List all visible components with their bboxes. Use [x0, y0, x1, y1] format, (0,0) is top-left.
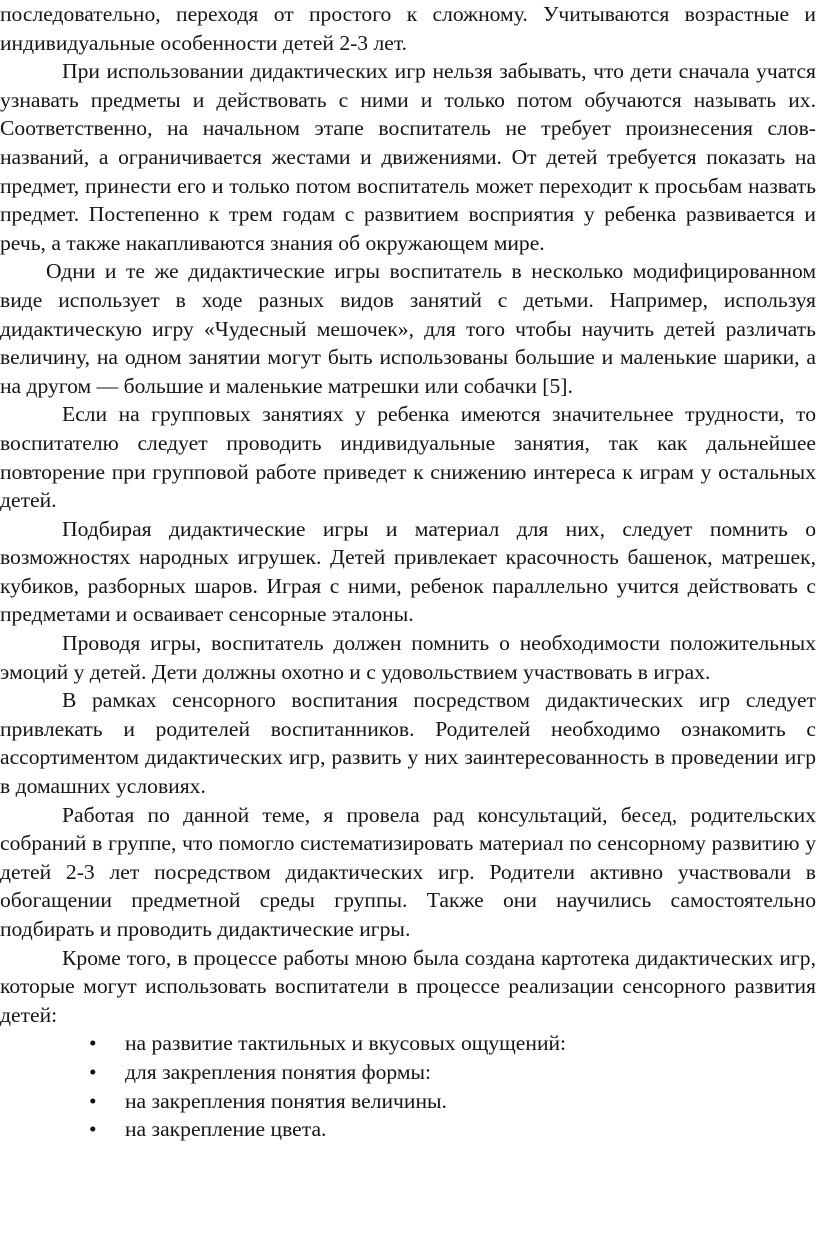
list-item-text: на закрепления понятия величины. [125, 1088, 447, 1113]
paragraph: В рамках сенсорного воспитания посредством дидактических игр следует привлекать и родителей воспитанников. Родителей необходимо ознакомить с ассортиментом дидактических игр, развить у них заинтересованность в проведении игр в домашних условиях. [0, 688, 816, 799]
list-item-text: на развитие тактильных и вкусовых ощущений: [125, 1031, 567, 1056]
bullet-icon: • [89, 1031, 97, 1056]
list-item-text: на закрепление цвета. [125, 1117, 327, 1142]
paragraph-continuation: последовательно, переходя от простого к сложному. Учитываются возрастные и индивидуальные особенности детей 2-3 лет. [0, 2, 816, 55]
paragraph: Если на групповых занятиях у ребенка имеются значительнее трудности, то воспитателю следует проводить индивидуальные занятия, так как дальнейшее повторение при групповой работе приведет к снижению интереса к играм у остальных детей. [0, 402, 816, 513]
bullet-icon: • [89, 1088, 97, 1113]
list-item-text: для закрепления понятия формы: [125, 1059, 432, 1084]
list-item [0, 1058, 816, 1087]
paragraph: Проводя игры, воспитатель должен помнить о необходимости положительных эмоций у детей. Дети должны охотно и с удовольствием участвовать в играх. [0, 631, 816, 684]
paragraph: Работая по данной теме, я провела рад консультаций, бесед, родительских собраний в группе, что помогло систематизировать материал по сенсорному развитию у детей 2-3 лет посредством дидактических игр. Родители активно участвовали в обогащении предметной среды группы. Также они научились самостоятельно подбирать и проводить дидактические игры. [0, 802, 816, 941]
paragraph: При использовании дидактических игр нельзя забывать, что дети сначала учатся узнавать предметы и действовать с ними и только потом обучаются называть их. Соответственно, на начальном этапе воспитатель не требует произнесения слов-названий, а ограничивается жестами и движениями. От детей требуется показать на предмет, принести его и только потом воспитатель может переходит к просьбам назвать предмет. Постепенно к трем годам с развитием восприятия у ребенка развивается и речь, а также накапливаются знания об окружающем мире. [0, 59, 816, 255]
paragraph: Одни и те же дидактические игры воспитатель в несколько модифицированном виде использует в ходе разных видов занятий с детьми. Например, используя дидактическую игру «Чудесный мешочек», для того чтобы научить детей различать величину, на одном занятии могут быть использованы большие и маленькие шарики, а на другом — большие и маленькие матрешки или собачки [5]. [0, 259, 816, 398]
paragraph: Подбирая дидактические игры и материал для них, следует помнить о возможностях народных игрушек. Детей привлекает красочность башенок, матрешек, кубиков, разборных шаров. Играя с ними, ребенок параллельно учится действовать с предметами и осваивает сенсорные эталоны. [0, 516, 816, 627]
list-item [0, 1115, 816, 1144]
bullet-list [0, 1029, 816, 1143]
paragraph: Кроме того, в процессе работы мною была создана картотека дидактических игр, которые могут использовать воспитатели в процессе реализации сенсорного развития детей: [0, 945, 816, 1027]
bullet-icon: • [89, 1117, 97, 1142]
bullet-icon: • [89, 1059, 97, 1084]
list-item [0, 1087, 816, 1116]
list-item [0, 1029, 816, 1058]
